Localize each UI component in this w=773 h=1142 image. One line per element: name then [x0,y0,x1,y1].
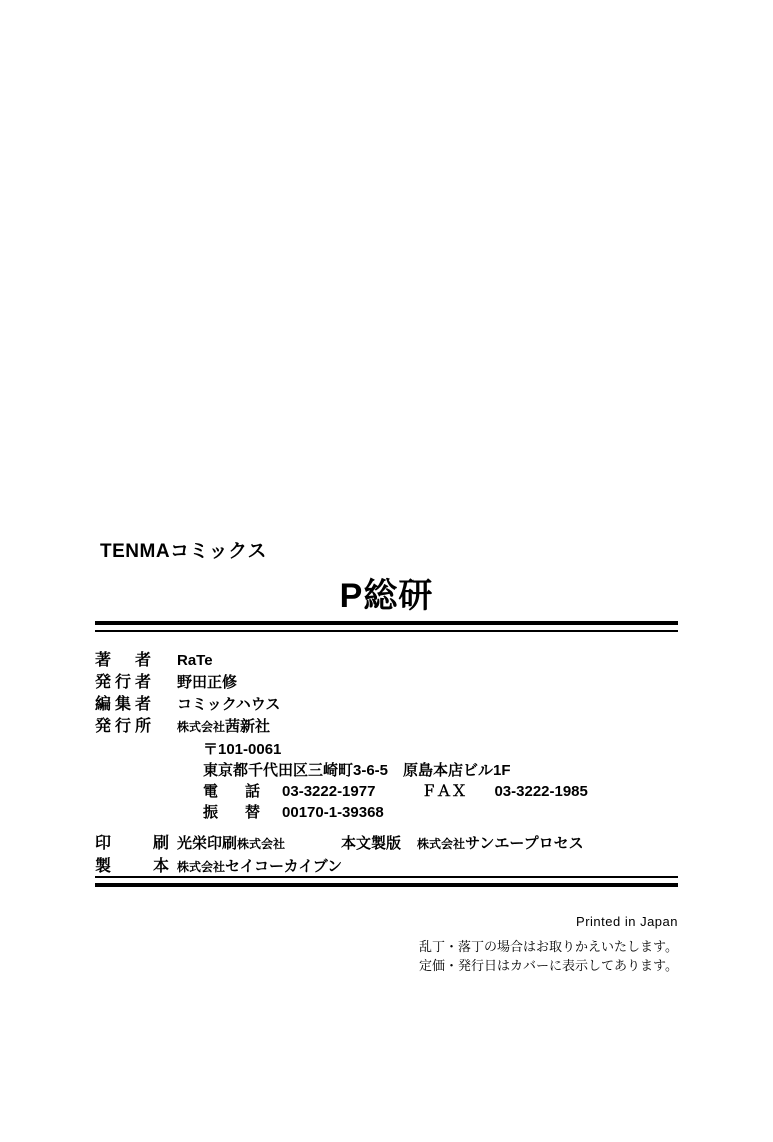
imprint-row-editor [95,694,695,715]
imprint-value-author: RaTe [177,652,213,669]
printing-company: 光栄印刷 [177,835,238,852]
imprint-label-publisher: 発行所 [95,718,156,735]
typeset-company: サンエープロセス [465,835,584,852]
imprint-tel-line [203,781,695,802]
imprint-value-publisher-person: 野田正修 [177,674,238,691]
imprint-row-printing [95,833,695,855]
divider-top-thin [95,630,678,632]
divider-bottom-thick [95,883,678,887]
footer-note-price: 定価・発行日はカバーに表示してあります。 [419,958,678,973]
footer-block [0,912,678,975]
series-label: TENMAコミックス [100,541,267,562]
imprint-row-publisher [95,716,695,738]
imprint-label-binding: 製 本 [95,858,183,875]
imprint-label-typeset: 本文製版 [341,835,402,852]
imprint-furikae-line [203,802,695,823]
typeset-company-prefix: 株式会社 [417,837,466,851]
publisher-name: 茜新社 [225,718,271,735]
imprint-label-publisher-person: 発行者 [95,674,156,691]
imprint-tel-value: 03-3222-1977 [282,783,376,800]
imprint-value-editor: コミックハウス [177,696,281,713]
imprint-fax-label: ＦＡＸ [421,783,467,800]
printed-in-japan: Printed in Japan [576,914,678,929]
imprint-value-publisher [177,716,270,738]
imprint-postal: 〒101-0061 [203,741,282,758]
imprint-row-binding [95,856,695,878]
imprint-value-printing [177,833,285,855]
binding-company-prefix: 株式会社 [177,860,226,874]
imprint-furikae-value: 00170-1-39368 [282,804,384,821]
divider-bottom-thin [95,876,678,878]
imprint-furikae-label: 振 替 [203,804,267,821]
binding-company: セイコーカイブン [225,858,343,875]
imprint-block [95,650,695,879]
divider-top-thick [95,621,678,625]
page-title: P総研 [339,577,434,615]
imprint-address: 東京都千代田区三崎町3-6-5 原島本店ビル1F [203,762,511,779]
footer-note-defect: 乱丁・落丁の場合はお取りかえいたします。 [419,939,678,954]
imprint-typeset-block [341,833,584,855]
imprint-fax-value: 03-3222-1985 [494,783,588,800]
imprint-label-editor: 編集者 [95,696,156,713]
imprint-label-author: 著 者 [95,652,156,669]
imprint-row-publisher-person [95,672,695,693]
imprint-row-author [95,650,695,671]
imprint-tel-label: 電 話 [203,783,267,800]
imprint-label-printing: 印 刷 [95,835,183,852]
printing-company-suffix: 株式会社 [237,837,286,851]
publisher-prefix: 株式会社 [177,720,226,734]
imprint-value-binding [177,856,342,878]
